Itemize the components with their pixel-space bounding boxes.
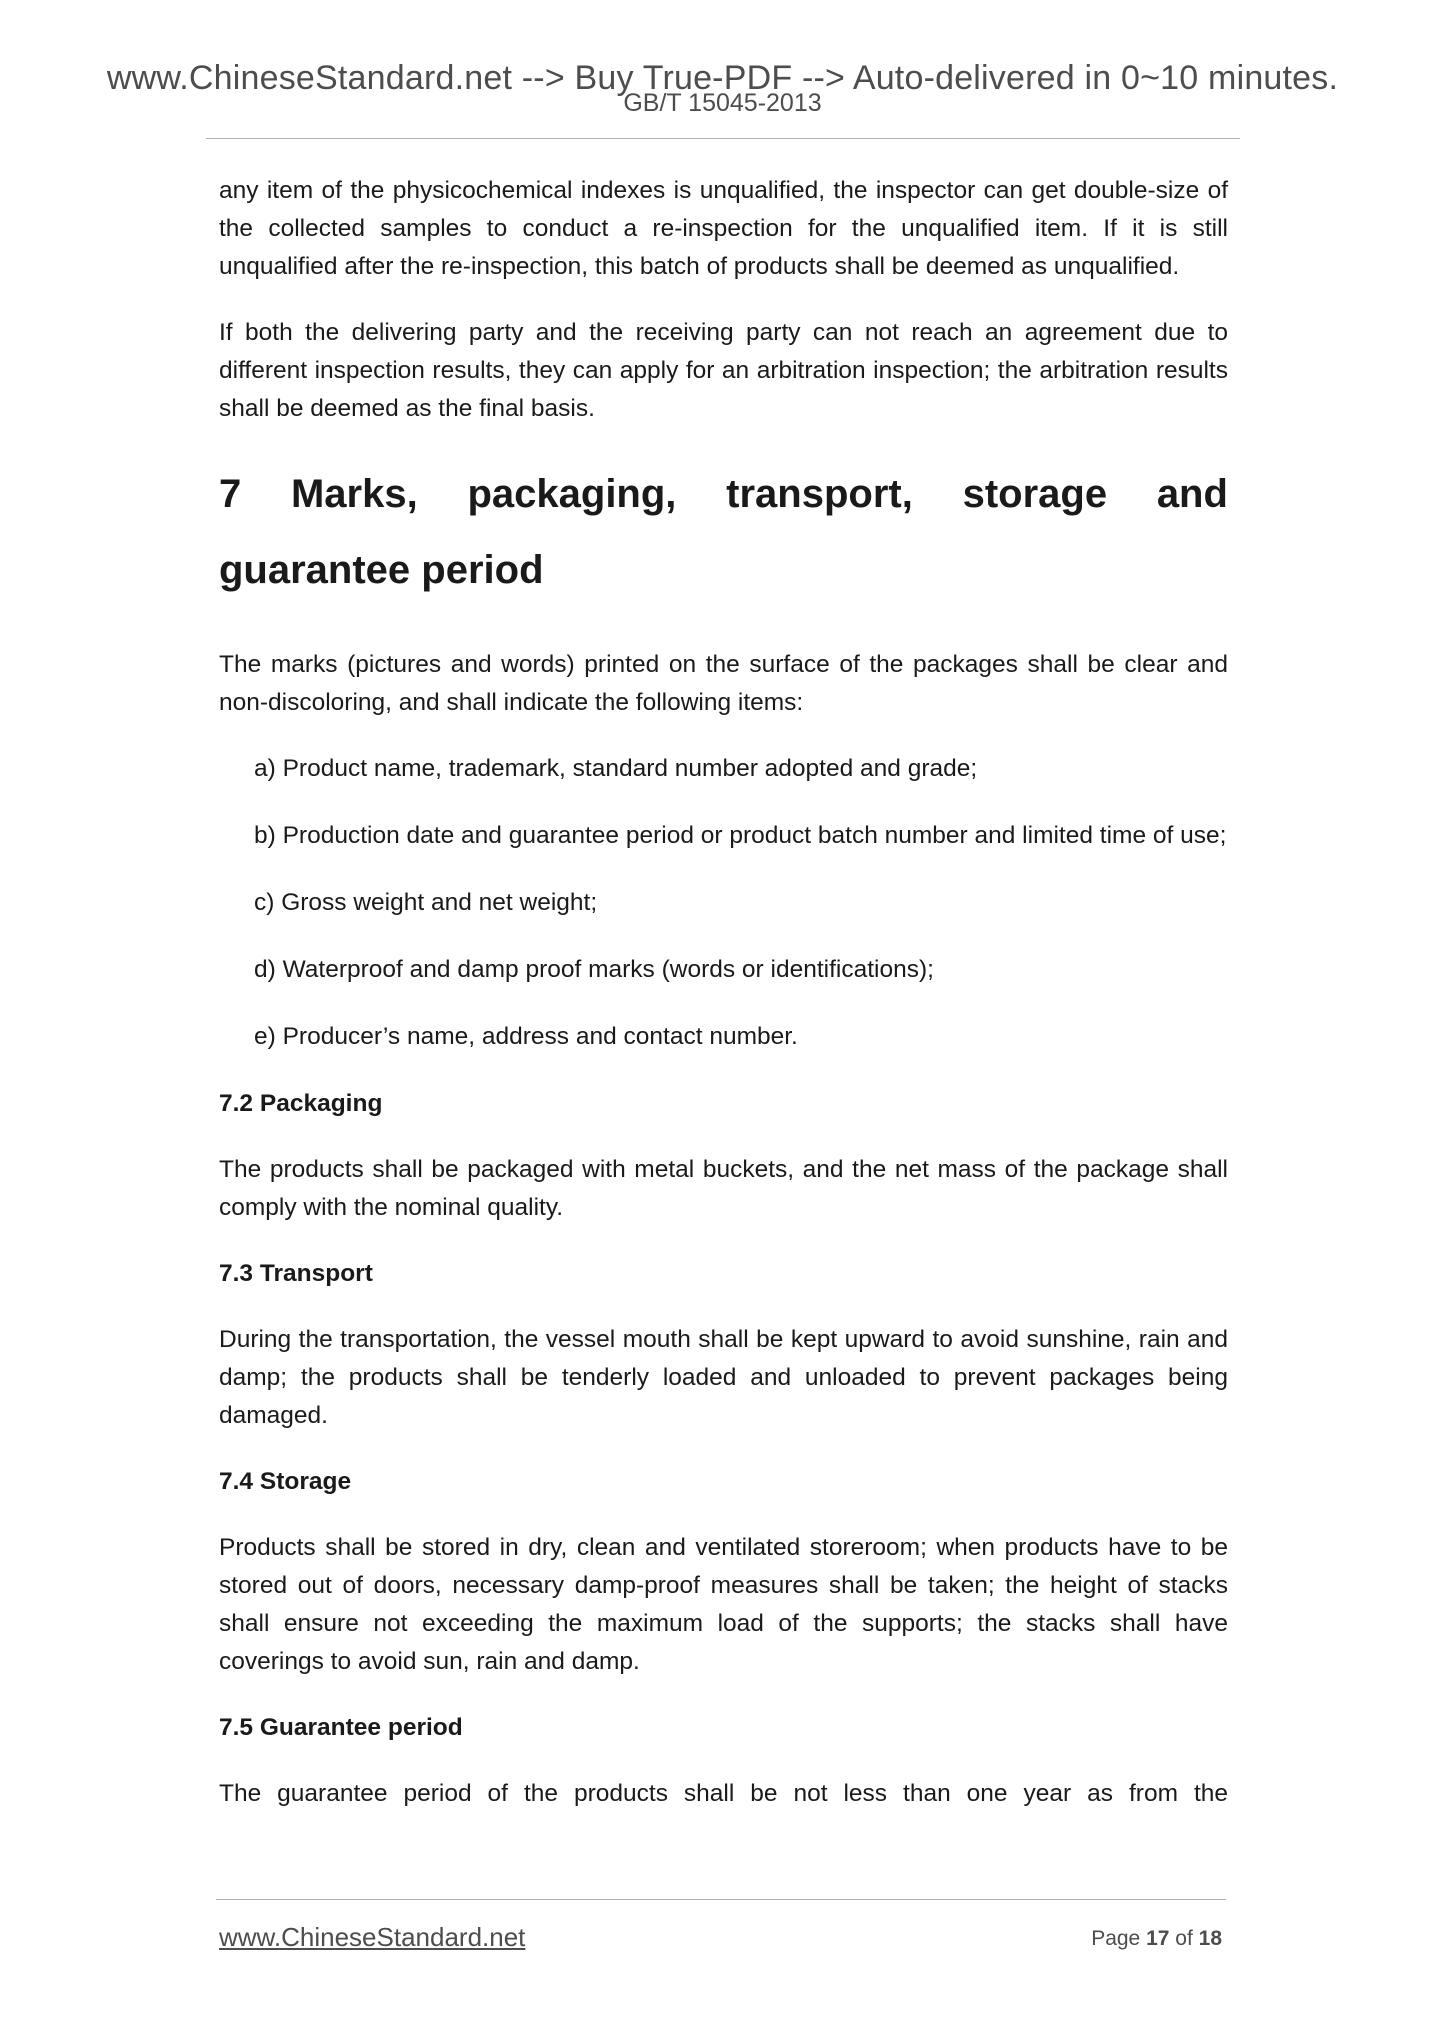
section-7-word: Marks, [290,472,418,516]
section-7-heading-line2: guarantee period [219,548,544,592]
paragraph-packaging: The products shall be packaged with metal buckets, and the net mass of the package shall comply with the nominal quality. [219,1156,1228,1221]
section-7-word: storage [962,472,1108,516]
footer-divider [216,1899,1226,1900]
paragraph-arbitration: If both the delivering party and the receiving party can not reach an agreement due to different inspection results, they can apply for an arbitration inspection; the arbitration results shall be deemed as the final basis. [219,319,1228,422]
paragraph-storage: Products shall be stored in dry, clean and ventilated storeroom; when products have to be stored out of doors, necessary damp-proof measures shall be taken; the height of stacks shall ensure not exceeding the maximum load of the supports; the stacks shall have coverings to avoid sun, rain and damp. [219,1534,1228,1675]
header-divider [206,138,1240,139]
standard-number: GB/T 15045-2013 [623,89,822,117]
list-item: b) Production date and guarantee period or product batch number and limited time of use; [254,822,1227,849]
page-content [219,172,1228,1841]
list-item: d) Waterproof and damp proof marks (words or identifications); [254,956,934,983]
header-banner: www.ChineseStandard.net --> Buy True-PDF --> Auto-delivered in 0~10 minutes. [106,59,1339,97]
paragraph-transport: During the transportation, the vessel mouth shall be kept upward to avoid sunshine, rain and damp; the products shall be tenderly loaded and unloaded to prevent packages being damaged. [219,1326,1228,1429]
page-number [1091,1924,1222,1954]
page-label: Page [1091,1927,1141,1950]
heading-guarantee-period: 7.5 Guarantee period [219,1714,463,1741]
list-item: c) Gross weight and net weight; [254,889,598,916]
page-total: 18 [1198,1927,1222,1950]
list-item: e) Producer’s name, address and contact number. [254,1023,798,1050]
section-7-word: and [1156,472,1228,516]
page-of-label: of [1175,1927,1193,1950]
section-7-word: packaging, [467,472,677,516]
section-7-word: 7 [219,472,242,516]
heading-transport: 7.3 Transport [219,1260,373,1287]
footer-site-link[interactable]: www.ChineseStandard.net [219,1922,526,1952]
paragraph-marks-intro: The marks (pictures and words) printed on the surface of the packages shall be clear and non-discoloring, and shall indicate the following items: [219,651,1228,716]
heading-storage: 7.4 Storage [219,1468,352,1495]
list-item: a) Product name, trademark, standard number adopted and grade; [254,755,978,782]
marks-list [219,750,1228,1056]
heading-packaging: 7.2 Packaging [219,1090,383,1117]
section-7-word: transport, [726,472,913,516]
page-current: 17 [1146,1927,1170,1950]
paragraph-guarantee-period: The guarantee period of the products shall be not less than one year as from the [219,1780,1228,1807]
section-7-heading [219,456,1228,532]
paragraph-reinspection: any item of the physicochemical indexes is unqualified, the inspector can get double-size of the collected samples to conduct a re-inspection for the unqualified item. If it is still unqualified after the re-inspection, this batch of products shall be deemed as unqualified. [219,177,1228,280]
